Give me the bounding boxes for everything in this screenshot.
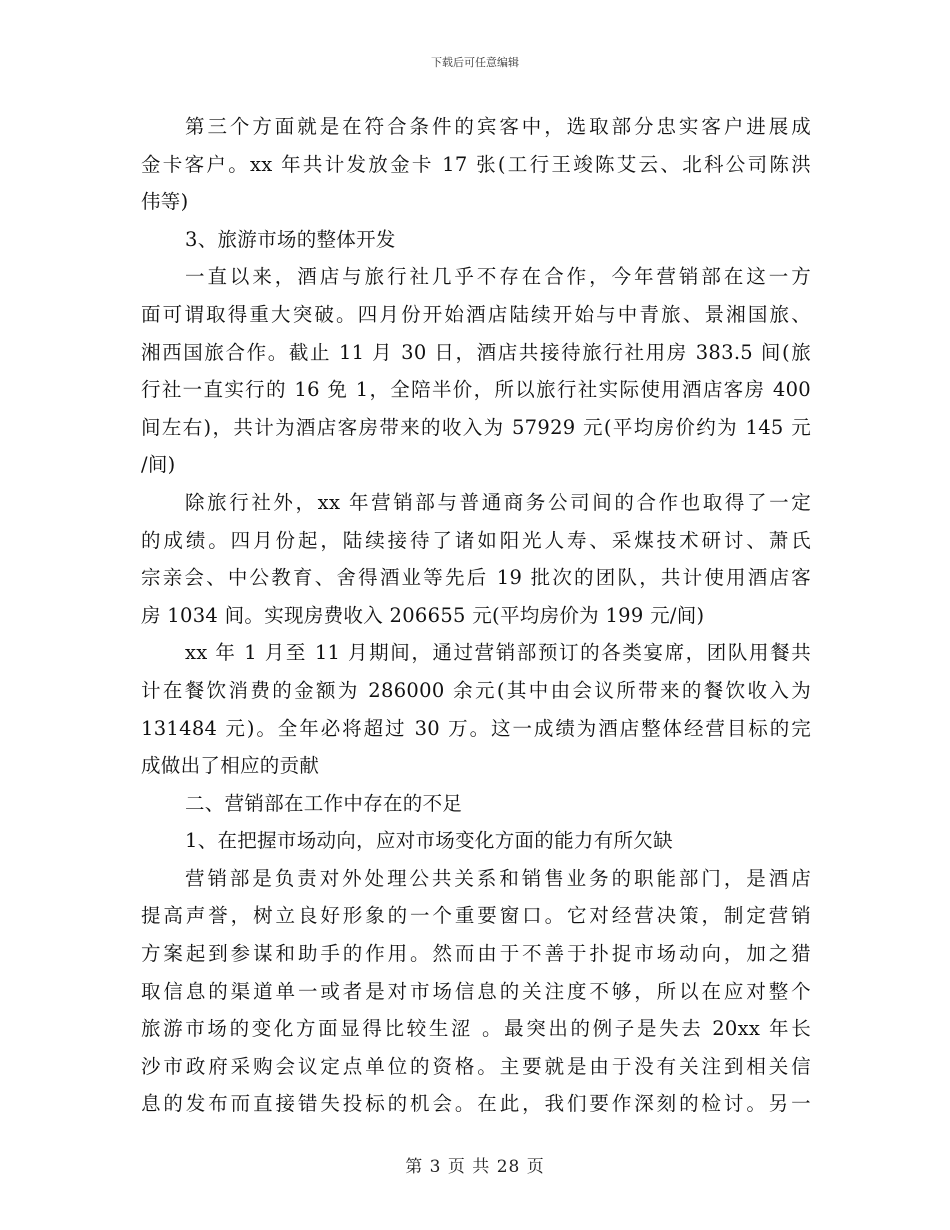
text-line: 二、营销部在工作中存在的不足 (185, 791, 463, 815)
text-line: 金卡客户。xx 年共计发放金卡 17 张(工行王竣陈艾云、北科公司陈洪 (141, 152, 811, 176)
text-line: 息的发布而直接错失投标的机会。在此，我们要作深刻的检讨。另一 (141, 1092, 811, 1116)
page-footer: 第 3 页 共 28 页 (405, 1157, 545, 1177)
text-line: 房 1034 间。实现房费收入 206655 元(平均房价为 199 元/间) (141, 603, 705, 627)
text-line: 一直以来，酒店与旅行社几乎不存在合作，今年营销部在这一方 (185, 265, 811, 289)
page-header: 下载后可任意编辑 (431, 56, 519, 69)
text-line: xx 年 1 月至 11 月期间，通过营销部预订的各类宴席，团队用餐共 (185, 641, 811, 665)
text-line: 行社一直实行的 16 免 1，全陪半价，所以旅行社实际使用酒店客房 400 (141, 378, 811, 402)
text-line: 面可谓取得重大突破。四月份开始酒店陆续开始与中青旅、景湘国旅、 (141, 302, 811, 326)
text-line: 提高声誉，树立良好形象的一个重要窗口。它对经营决策，制定营销 (141, 904, 811, 928)
text-line: 方案起到参谋和助手的作用。然而由于不善于扑捉市场动向，加之猎 (141, 942, 811, 966)
text-line: 3、旅游市场的整体开发 (185, 227, 396, 251)
text-line: 宗亲会、中公教育、舍得酒业等先后 19 批次的团队，共计使用酒店客 (141, 566, 811, 590)
text-line: 取信息的渠道单一或者是对市场信息的关注度不够，所以在应对整个 (141, 979, 811, 1003)
text-line: 第三个方面就是在符合条件的宾客中，选取部分忠实客户进展成 (185, 115, 811, 138)
text-line: 成做出了相应的贡献 (141, 754, 320, 778)
text-line: 计在餐饮消费的金额为 286000 余元(其中由会议所带来的餐饮收入为 (141, 678, 811, 702)
text-line: 湘西国旅合作。截止 11 月 30 日，酒店共接待旅行社用房 383.5 间(旅 (141, 340, 811, 364)
text-line: 间左右)，共计为酒店客房带来的收入为 57929 元(平均房价约为 145 元 (141, 415, 811, 439)
document-body (141, 108, 811, 1123)
text-line: /间) (141, 453, 176, 477)
text-line: 除旅行社外，xx 年营销部与普通商务公司间的合作也取得了一定 (185, 490, 811, 514)
text-line: 伟等) (141, 190, 189, 214)
text-line: 的成绩。四月份起，陆续接待了诸如阳光人寿、采煤技术研讨、萧氏 (141, 528, 811, 552)
text-line: 131484 元)。全年必将超过 30 万。这一成绩为酒店整体经营目标的完 (141, 716, 811, 740)
text-line: 旅游市场的变化方面显得比较生涩 。最突出的例子是失去 20xx 年长 (141, 1017, 811, 1041)
text-line: 1、在把握市场动向，应对市场变化方面的能力有所欠缺 (185, 829, 673, 853)
text-line: 沙市政府采购会议定点单位的资格。主要就是由于没有关注到相关信 (141, 1054, 811, 1078)
text-line: 营销部是负责对外处理公共关系和销售业务的职能部门，是酒店 (185, 866, 811, 890)
